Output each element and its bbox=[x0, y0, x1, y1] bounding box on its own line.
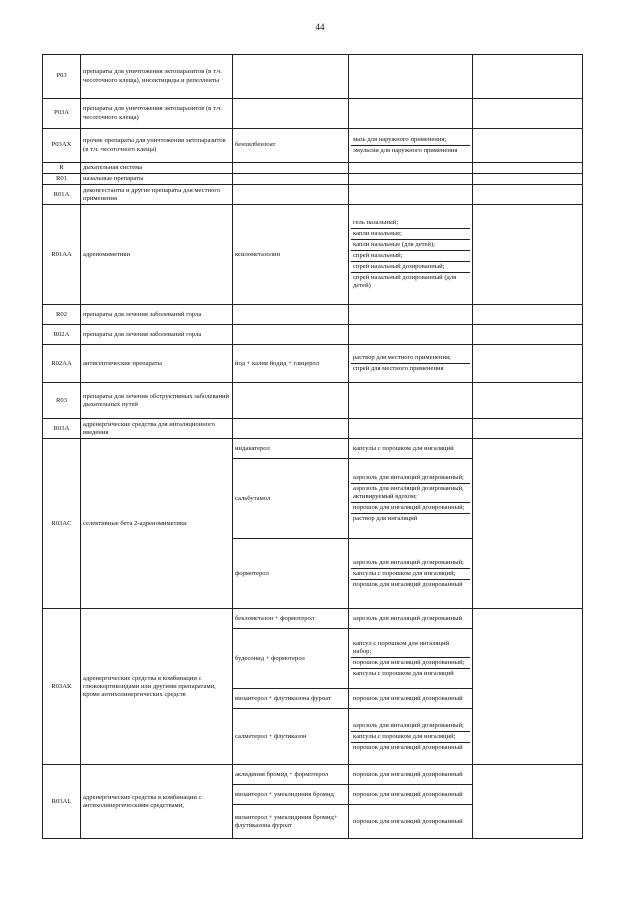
atc-code: P03 bbox=[43, 55, 81, 99]
dosage-forms-cell bbox=[349, 609, 473, 629]
table-row bbox=[43, 345, 583, 383]
notes-cell bbox=[473, 765, 583, 839]
dosage-form: аэрозоль для ингаляций дозированный; bbox=[351, 558, 470, 569]
atc-code: R03AK bbox=[43, 609, 81, 765]
dosage-form: порошок для ингаляций дозированный; bbox=[351, 503, 470, 514]
atc-code: R01 bbox=[43, 174, 81, 185]
inn-name bbox=[233, 325, 349, 345]
notes-cell bbox=[473, 345, 583, 383]
inn-name bbox=[233, 185, 349, 205]
inn-name: сальбутамол bbox=[233, 459, 349, 539]
dosage-forms-cell bbox=[349, 185, 473, 205]
anatomical-group-name: дыхательная система bbox=[81, 163, 233, 174]
notes-cell bbox=[473, 439, 583, 609]
notes-cell bbox=[473, 609, 583, 765]
anatomical-group-name: препараты для лечения обструктивных заболеваний дыхательных путей bbox=[81, 383, 233, 419]
inn-name: формотерол bbox=[233, 539, 349, 609]
inn-name: вилантерол + умеклидиния бромид+ флутиказона фуроат bbox=[233, 805, 349, 839]
atc-code: P03AX bbox=[43, 129, 81, 163]
notes-cell bbox=[473, 99, 583, 129]
dosage-form: аэрозоль для ингаляций дозированный; bbox=[351, 473, 470, 484]
inn-name bbox=[233, 55, 349, 99]
anatomical-group-name: адреномиметики bbox=[81, 205, 233, 305]
inn-name: индакатерол bbox=[233, 439, 349, 459]
inn-name: йод + калия йодид + глицерол bbox=[233, 345, 349, 383]
inn-name bbox=[233, 383, 349, 419]
notes-cell bbox=[473, 325, 583, 345]
dosage-forms-cell bbox=[349, 163, 473, 174]
dosage-form: капсулы с порошком для ингаляций bbox=[353, 444, 454, 452]
atc-code: R01AA bbox=[43, 205, 81, 305]
table-row bbox=[43, 419, 583, 439]
anatomical-group-name: антисептические препараты bbox=[81, 345, 233, 383]
dosage-form: раствор для ингаляций bbox=[353, 515, 418, 523]
anatomical-group-name: адренергические средства в комбинации с глюкокортикоидами или другими препаратами, кроме антихолинергических средств bbox=[81, 609, 233, 765]
dosage-form: капсулы с порошком для ингаляций; bbox=[351, 732, 470, 743]
dosage-form: гель назальный; bbox=[351, 218, 470, 229]
dosage-form: порошок для ингаляций дозированный bbox=[353, 694, 463, 702]
dosage-form: аэрозоль для ингаляций дозированный bbox=[353, 614, 463, 622]
inn-name: беклометазон + формотерол bbox=[233, 609, 349, 629]
dosage-forms-cell bbox=[349, 419, 473, 439]
inn-name: аклидиния бромид + формотерол bbox=[233, 765, 349, 785]
dosage-forms-cell bbox=[349, 709, 473, 765]
table-row bbox=[43, 609, 583, 629]
dosage-form: порошок для ингаляций дозированный bbox=[353, 580, 463, 588]
inn-name: будесонид + формотерол bbox=[233, 629, 349, 689]
dosage-form: капсул с порошком для ингаляций набор; bbox=[351, 639, 470, 658]
table-row bbox=[43, 163, 583, 174]
dosage-form: порошок для ингаляций дозированный bbox=[353, 817, 463, 825]
dosage-forms-cell bbox=[349, 55, 473, 99]
anatomical-group-name: адренергические средства для ингаляционного введения bbox=[81, 419, 233, 439]
table-row bbox=[43, 129, 583, 163]
inn-name: вилантерол + флутиказона фуроат bbox=[233, 689, 349, 709]
anatomical-group-name: деконгестанты и другие препараты для местного применения bbox=[81, 185, 233, 205]
dosage-forms-cell bbox=[349, 689, 473, 709]
dosage-form: порошок для ингаляций дозированный bbox=[353, 770, 463, 778]
dosage-forms-cell bbox=[349, 539, 473, 609]
atc-code: R03A bbox=[43, 419, 81, 439]
dosage-forms-cell bbox=[349, 383, 473, 419]
dosage-form: капсулы с порошком для ингаляций bbox=[353, 669, 454, 677]
anatomical-group-name: препараты для уничтожения эктопаразитов (в т.ч. чесоточного клеща) bbox=[81, 99, 233, 129]
dosage-form: аэрозоль для ингаляций дозированный; bbox=[351, 721, 470, 732]
dosage-form: спрей для местного применения bbox=[353, 365, 444, 373]
dosage-forms-cell bbox=[349, 205, 473, 305]
anatomical-group-name: адренергические средства в комбинации с антихолинергическими средствами, bbox=[81, 765, 233, 839]
atc-code: R02 bbox=[43, 305, 81, 325]
dosage-forms-cell bbox=[349, 305, 473, 325]
dosage-form: капсулы с порошком для ингаляций; bbox=[351, 569, 470, 580]
atc-code: R03AL bbox=[43, 765, 81, 839]
dosage-forms-cell bbox=[349, 805, 473, 839]
atc-code: R02AA bbox=[43, 345, 81, 383]
inn-name bbox=[233, 163, 349, 174]
inn-name: бензилбензоат bbox=[233, 129, 349, 163]
dosage-form: спрей назальный дозированный; bbox=[351, 262, 470, 273]
atc-code: R02A bbox=[43, 325, 81, 345]
dosage-form: спрей назальный дозированный (для детей) bbox=[353, 274, 457, 290]
dosage-forms-cell bbox=[349, 459, 473, 539]
atc-code: R01A bbox=[43, 185, 81, 205]
anatomical-group-name: прочие препараты для уничтожения эктопаразитов (в т.ч. чесоточного клеща) bbox=[81, 129, 233, 163]
dosage-form: капли назальные (для детей); bbox=[351, 240, 470, 251]
notes-cell bbox=[473, 163, 583, 174]
notes-cell bbox=[473, 174, 583, 185]
anatomical-group-name: селективные бета 2-адреномиметики bbox=[81, 439, 233, 609]
atc-code: P03A bbox=[43, 99, 81, 129]
dosage-form: порошок для ингаляций дозированный bbox=[353, 743, 463, 751]
notes-cell bbox=[473, 129, 583, 163]
table-row bbox=[43, 325, 583, 345]
notes-cell bbox=[473, 55, 583, 99]
dosage-form: раствор для местного применения; bbox=[351, 353, 470, 364]
dosage-form: порошок для ингаляций дозированный bbox=[353, 790, 463, 798]
dosage-form: порошок для ингаляций дозированный; bbox=[351, 658, 470, 669]
dosage-forms-cell bbox=[349, 345, 473, 383]
table-row bbox=[43, 174, 583, 185]
atc-code: R bbox=[43, 163, 81, 174]
dosage-form: аэрозоль для ингаляций дозированный, активируемый вдохом; bbox=[351, 484, 470, 503]
dosage-forms-cell bbox=[349, 99, 473, 129]
anatomical-group-name: препараты для лечения заболеваний горла bbox=[81, 305, 233, 325]
page-number: 44 bbox=[315, 22, 325, 32]
dosage-form: эмульсия для наружного применения bbox=[353, 147, 458, 154]
dosage-forms-cell bbox=[349, 765, 473, 785]
table-row bbox=[43, 439, 583, 459]
table-row bbox=[43, 765, 583, 785]
dosage-forms-cell bbox=[349, 325, 473, 345]
inn-name: салметерол + флутиказон bbox=[233, 709, 349, 765]
table-row bbox=[43, 55, 583, 99]
anatomical-group-name: препараты для лечения заболеваний горла bbox=[81, 325, 233, 345]
notes-cell bbox=[473, 305, 583, 325]
anatomical-group-name: препараты для уничтожения эктопаразитов (в т.ч. чесоточного клеща), инсектициды и репелленты bbox=[81, 55, 233, 99]
inn-name bbox=[233, 305, 349, 325]
atc-code: R03 bbox=[43, 383, 81, 419]
notes-cell bbox=[473, 205, 583, 305]
table-row bbox=[43, 185, 583, 205]
table-row bbox=[43, 305, 583, 325]
notes-cell bbox=[473, 185, 583, 205]
table-row bbox=[43, 99, 583, 129]
inn-name: ксилометазолин bbox=[233, 205, 349, 305]
dosage-forms-cell bbox=[349, 785, 473, 805]
anatomical-group-name: назальные препараты bbox=[81, 174, 233, 185]
table-row bbox=[43, 205, 583, 305]
inn-name bbox=[233, 419, 349, 439]
inn-name bbox=[233, 174, 349, 185]
drug-table bbox=[42, 54, 583, 839]
notes-cell bbox=[473, 383, 583, 419]
inn-name: вилантерол + умеклидиния бромид bbox=[233, 785, 349, 805]
table-row bbox=[43, 383, 583, 419]
dosage-form: мазь для наружного применения; bbox=[351, 135, 470, 146]
dosage-form: капли назальные; bbox=[351, 229, 470, 240]
notes-cell bbox=[473, 419, 583, 439]
atc-code: R03AC bbox=[43, 439, 81, 609]
dosage-forms-cell bbox=[349, 174, 473, 185]
dosage-forms-cell bbox=[349, 129, 473, 163]
dosage-form: спрей назальный; bbox=[351, 251, 470, 262]
dosage-forms-cell bbox=[349, 629, 473, 689]
inn-name bbox=[233, 99, 349, 129]
dosage-forms-cell bbox=[349, 439, 473, 459]
